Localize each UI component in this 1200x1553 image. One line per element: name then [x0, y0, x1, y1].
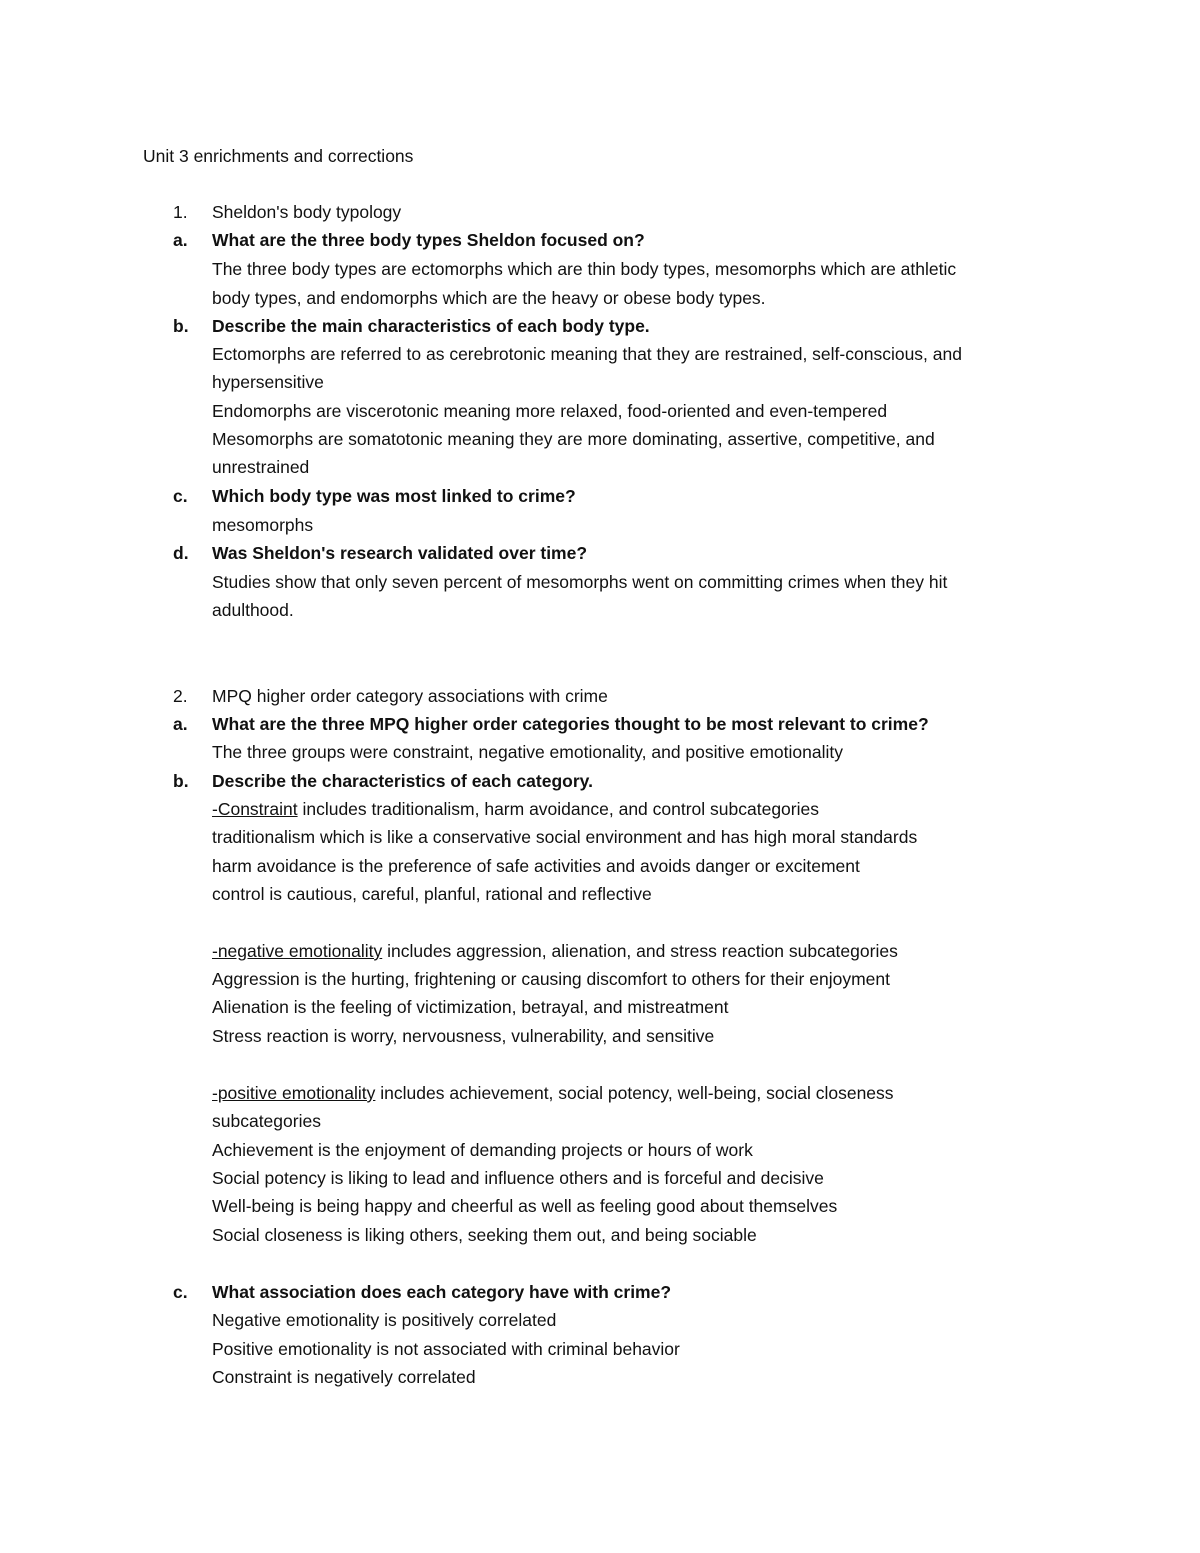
- question-1c-marker: c.: [173, 486, 188, 506]
- constraint-line-2: traditionalism which is like a conservative social environment and has high moral standards: [212, 827, 918, 847]
- question-2c-marker: c.: [173, 1282, 188, 1302]
- negative-emotionality-description: includes aggression, alienation, and stress reaction subcategories: [382, 941, 898, 961]
- negative-emotionality-term: -negative emotionality: [212, 941, 383, 961]
- answer-2c-line-2: Positive emotionality is not associated with criminal behavior: [212, 1339, 680, 1359]
- constraint-line-3: harm avoidance is the preference of safe activities and avoids danger or excitement: [212, 856, 860, 876]
- negative-emotionality-line-2: Aggression is the hurting, frightening or causing discomfort to others for their enjoyment: [212, 969, 890, 989]
- question-1a: What are the three body types Sheldon focused on?: [212, 230, 645, 250]
- question-1d: Was Sheldon's research validated over time?: [212, 543, 588, 563]
- positive-emotionality-line-2: subcategories: [212, 1111, 321, 1131]
- question-2a-marker: a.: [173, 714, 188, 734]
- negative-emotionality-line-4: Stress reaction is worry, nervousness, vulnerability, and sensitive: [212, 1026, 715, 1046]
- positive-emotionality-description: includes achievement, social potency, well-being, social closeness: [375, 1083, 894, 1103]
- question-2b-marker: b.: [173, 771, 189, 791]
- negative-emotionality-line-1: [212, 937, 898, 965]
- answer-2a-line-1: The three groups were constraint, negative emotionality, and positive emotionality: [212, 742, 843, 762]
- negative-emotionality-line-3: Alienation is the feeling of victimization, betrayal, and mistreatment: [212, 997, 729, 1017]
- answer-1a-line-2: body types, and endomorphs which are the heavy or obese body types.: [212, 288, 766, 308]
- answer-1d-line-1: Studies show that only seven percent of mesomorphs went on committing crimes when they hit: [212, 572, 948, 592]
- document-title: Unit 3 enrichments and corrections: [143, 146, 414, 166]
- positive-emotionality-line-6: Social closeness is liking others, seeking them out, and being sociable: [212, 1225, 757, 1245]
- answer-1d-line-2: adulthood.: [212, 600, 294, 620]
- section-1-number: 1.: [173, 202, 188, 222]
- answer-1b-line-1: Ectomorphs are referred to as cerebrotonic meaning that they are restrained, self-conscious, and: [212, 344, 962, 364]
- constraint-term: -Constraint: [212, 799, 298, 819]
- question-1d-marker: d.: [173, 543, 189, 563]
- question-1c: Which body type was most linked to crime?: [212, 486, 576, 506]
- constraint-line-1: [212, 795, 819, 823]
- positive-emotionality-line-3: Achievement is the enjoyment of demanding projects or hours of work: [212, 1140, 753, 1160]
- positive-emotionality-term: -positive emotionality: [212, 1083, 376, 1103]
- answer-1b-line-4: Mesomorphs are somatotonic meaning they are more dominating, assertive, competitive, and: [212, 429, 935, 449]
- question-2a: What are the three MPQ higher order categories thought to be most relevant to crime?: [212, 714, 929, 734]
- positive-emotionality-line-5: Well-being is being happy and cheerful as well as feeling good about themselves: [212, 1196, 838, 1216]
- answer-1c-line-1: mesomorphs: [212, 515, 314, 535]
- positive-emotionality-line-1: [212, 1079, 894, 1107]
- question-1a-marker: a.: [173, 230, 188, 250]
- section-2-number: 2.: [173, 686, 188, 706]
- answer-1b-line-5: unrestrained: [212, 457, 310, 477]
- positive-emotionality-line-4: Social potency is liking to lead and influence others and is forceful and decisive: [212, 1168, 824, 1188]
- answer-2c-line-1: Negative emotionality is positively correlated: [212, 1310, 557, 1330]
- answer-1b-line-2: hypersensitive: [212, 372, 324, 392]
- question-2c: What association does each category have with crime?: [212, 1282, 672, 1302]
- section-1-heading: Sheldon's body typology: [212, 202, 402, 222]
- answer-1a-line-1: The three body types are ectomorphs which are thin body types, mesomorphs which are athletic: [212, 259, 957, 279]
- question-2b: Describe the characteristics of each category.: [212, 771, 593, 791]
- question-1b: Describe the main characteristics of each body type.: [212, 316, 650, 336]
- constraint-description: includes traditionalism, harm avoidance, and control subcategories: [297, 799, 819, 819]
- answer-2c-line-3: Constraint is negatively correlated: [212, 1367, 476, 1387]
- question-1b-marker: b.: [173, 316, 189, 336]
- section-2-heading: MPQ higher order category associations with crime: [212, 686, 608, 706]
- answer-1b-line-3: Endomorphs are viscerotonic meaning more relaxed, food-oriented and even-tempered: [212, 401, 888, 421]
- constraint-line-4: control is cautious, careful, planful, rational and reflective: [212, 884, 652, 904]
